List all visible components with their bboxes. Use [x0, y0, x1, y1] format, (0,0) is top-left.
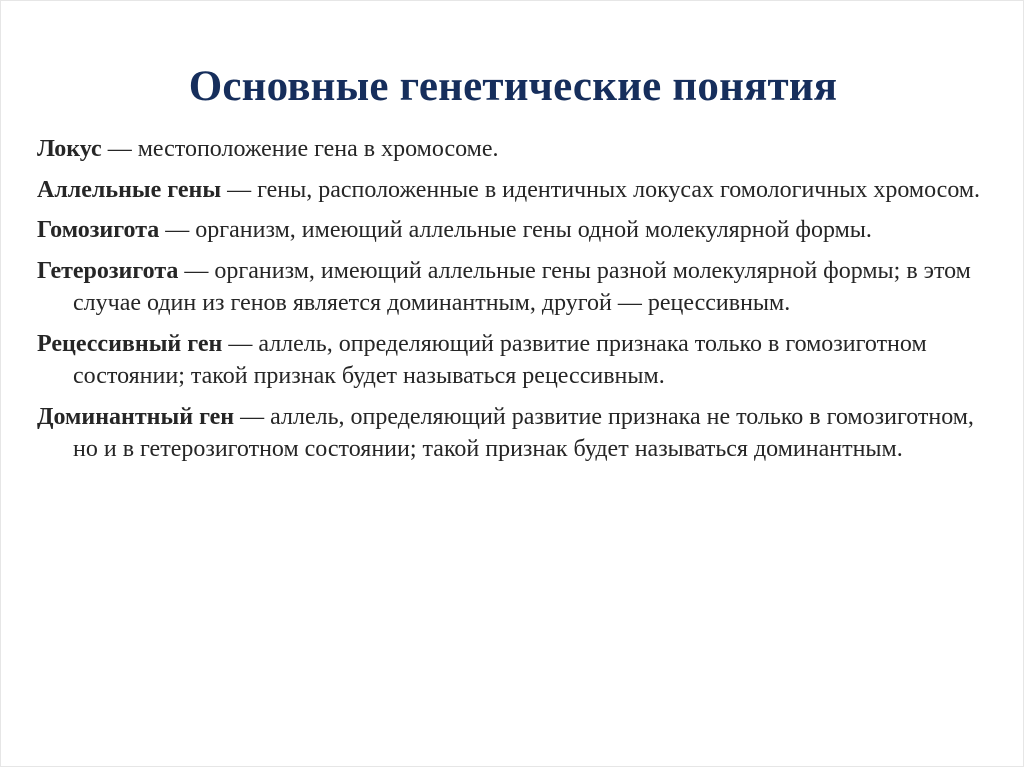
definition-dominant-gene: [37, 401, 987, 466]
separator: —: [234, 403, 271, 430]
definition-text-dominant-gene: аллель, определяющий развитие признака не только в гомозиготном, но и в гетерозиготном состоянии; такой признак будет называться доминантным.: [73, 403, 974, 462]
separator: —: [222, 330, 259, 357]
term-locus: Локус: [37, 136, 102, 162]
definition-allelic-genes: [37, 174, 987, 207]
term-dominant-gene: Доминантный ген: [37, 403, 235, 430]
term-recessive-gene: Рецессивный ген: [37, 330, 223, 357]
definition-heterozygote: [37, 255, 987, 320]
definition-locus: [37, 133, 987, 166]
definition-text-heterozygote: организм, имеющий аллельные гены разной молекулярной формы; в этом случае один из генов является доминантным, другой — рецессивным.: [73, 257, 971, 316]
definition-text-locus: местоположение гена в хромосоме.: [137, 136, 499, 162]
term-heterozygote: Гетерозигота: [37, 257, 179, 284]
term-homozygote: Гомозигота: [37, 217, 160, 243]
separator: —: [159, 217, 196, 243]
definition-homozygote: [37, 214, 987, 247]
separator: —: [221, 176, 258, 203]
definitions-list: [37, 133, 987, 474]
separator: —: [101, 136, 138, 162]
definition-text-homozygote: организм, имеющий аллельные гены одной молекулярной формы.: [195, 217, 872, 243]
slide-title: Основные генетические понятия: [188, 63, 838, 110]
definition-text-allelic-genes: гены, расположенные в идентичных локусах гомологичных хромосом.: [257, 176, 981, 203]
term-allelic-genes: Аллельные гены: [37, 176, 222, 203]
separator: —: [178, 257, 215, 284]
definition-text-recessive-gene: аллель, определяющий развитие признака только в гомозиготном состоянии; такой признак будет называться рецессивным.: [73, 330, 927, 389]
definition-recessive-gene: [37, 328, 987, 393]
